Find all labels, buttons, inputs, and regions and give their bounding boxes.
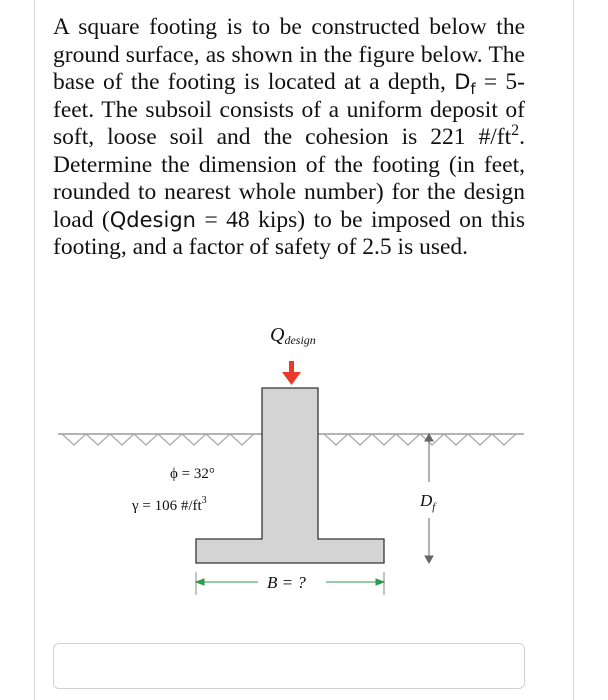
b-label: B = ? [267, 573, 306, 592]
ft-squared: 2 [511, 122, 520, 140]
qdesign-symbol: Qdesign [109, 207, 196, 232]
answer-input[interactable] [53, 643, 525, 689]
question-text [53, 14, 525, 262]
question-part1: A square footing is to be constructed below the ground surface, as shown in the figure below. The base of the footing is located at a depth, [53, 14, 525, 95]
ground-surface-left [58, 434, 262, 445]
question-part2: = 5-feet. The subsoil consists of a uniform deposit of soft, loose soil and the cohesion is 221 #/ft [53, 69, 526, 150]
q-label: Qdesign [270, 324, 316, 347]
load-arrow-icon [282, 361, 301, 385]
question-part3: . Determine the dimension of the footing (in feet, rounded to nearest whole number) for the design load ( [53, 124, 525, 233]
ground-surface-right [318, 434, 524, 445]
gamma-label: γ = 106 $\#/ft^3$ [132, 495, 207, 514]
df-label: $D_f$ [420, 491, 436, 513]
question-part4: = 48 kips) to be imposed on this footing, and a factor of safety of 2.5 is used. [53, 206, 525, 260]
footing-shape [196, 388, 384, 563]
phi-label: ϕ = 32° [170, 466, 215, 482]
footing-diagram [40, 310, 540, 610]
df-sub: f [470, 80, 476, 99]
df-symbol: $D_f$ [454, 70, 476, 99]
